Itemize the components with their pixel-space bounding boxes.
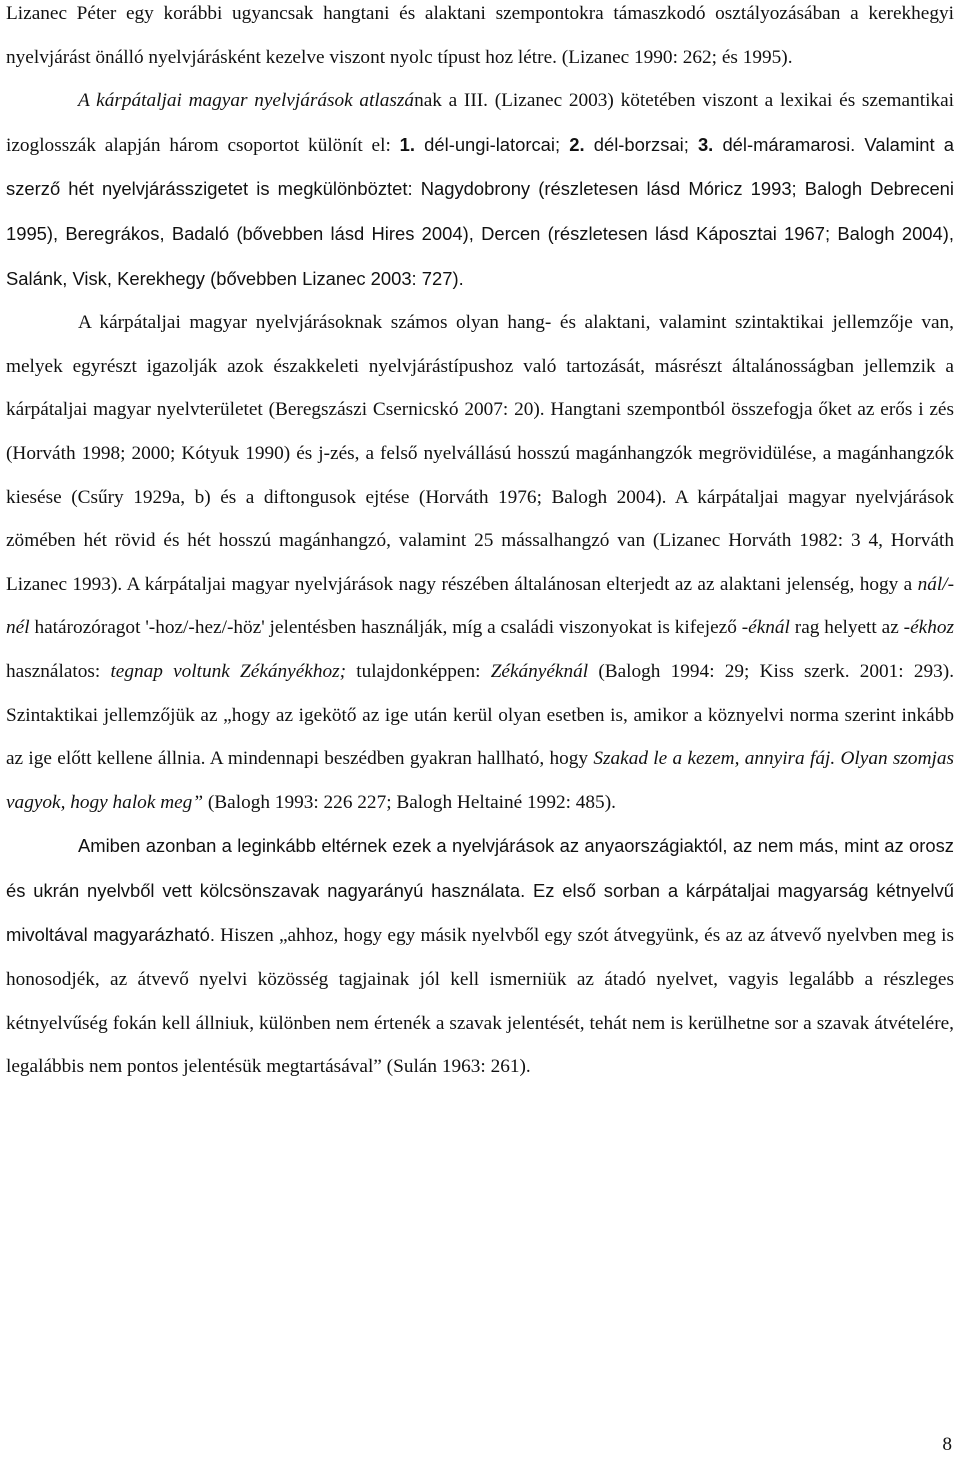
text-run: dél-ungi-latorcai;	[415, 133, 570, 155]
bold-group-number: 3.	[697, 133, 714, 155]
text-run: Lizanec Péter egy korábbi ugyancsak hangtani és alaktani szempontokra támaszkodó osztályozásában a kerekhegyi nyelvjárást önálló nyelvjárásként kezelve viszont nyolc típust hoz létre. (Lizanec 1990: 262; és 1995).	[6, 3, 954, 68]
page-number: 8	[942, 1434, 952, 1455]
text-run: dél-máramarosi. Valamint a szerző hét nyelvjárásszigetet is megkülönböztet: Nagydobrony (részletesen lásd Móricz 1993; Balogh Debreceni 1995), Beregrákos, Badaló (bővebben lásd Hires 2004), Dercen (részletesen lásd Káposztai 1967; Balogh 2004), Salánk, Visk, Kerekhegy (bővebben Lizanec 2003: 727).	[6, 133, 954, 289]
italic-example: tegnap voltunk Zékányékhoz;	[110, 660, 347, 682]
text-run: (Balogh 1993: 226 227; Balogh Heltainé 1992: 485).	[203, 791, 616, 813]
text-run: Amiben azonban a leginkább eltérnek ezek a nyelvjárások az anyaországiaktól, az nem más, mint az orosz és ukrán nyelvből vett kölcsönszavak nagyarányú használata. Ez első sorban a kárpátaljai magyarság kétnyelvű mivoltával magyarázható.	[6, 835, 954, 946]
italic-example: -ékhoz	[903, 617, 954, 639]
italic-example: Zékányéknál	[490, 660, 589, 682]
text-run: rag helyett az	[789, 617, 904, 639]
bold-group-number: 1.	[399, 133, 416, 155]
text-run: használatos:	[6, 660, 111, 682]
text-run: dél-borzsai;	[584, 133, 698, 155]
text-run: A kárpátaljai magyar nyelvjárásoknak számos olyan hang- és alaktani, valamint szintaktikai jellemzője van, melyek egyrészt igazolják azok északkeleti nyelvjárástípushoz való tartozását, másrészt általánosságban jellemzik a kárpátaljai magyar nyelvterületet (Beregszászi Csernicskó 2007: 20). Hangtani szempontból összefogja őket az erős i zés (Horváth 1998; 2000; Kótyuk 1990) és j-zés, a felső nyelvállású hosszú magánhangzók megrövidülése, a magánhangzók kiesése (Csűry 1929a, b) és a diftongusok ejtése (Horváth 1976; Balogh 2004). A kárpátaljai magyar nyelvjárások zömében hét rövid és hét hosszú magánhangzó, valamint 25 mássalhangzó van (Lizanec Horváth 1982: 3 4, Horváth Lizanec 1993). A kárpátaljai magyar nyelvjárások nagy részében általánosan elterjedt az az alaktani jelenség, hogy a	[6, 312, 954, 595]
text-run: nak a III. (Lizanec 2003) kötetében viszont a lexikai és szemantikai izoglosszák alapján három csoportot különít el:	[6, 90, 954, 156]
italic-example: Szakad le a kezem, annyira fáj. Olyan szomjas vagyok, hogy halok meg”	[6, 748, 954, 813]
italic-example: -éknál	[741, 617, 790, 639]
text-run: határozóragot '-hoz/-hez/-höz' jelentésben használják, míg a családi viszonyokat is kifejező	[29, 617, 742, 639]
bold-group-number: 2.	[569, 133, 585, 155]
paragraph-dialect-features	[6, 301, 954, 824]
text-run: tulajdonképpen:	[346, 660, 491, 682]
italic-example: nál/-nél	[6, 573, 954, 639]
paragraph-loanwords	[6, 824, 954, 1089]
text-run: (Balogh 1994: 29; Kiss szerk. 2001: 293). Szintaktikai jellemzőjük az „hogy az igekötő az ige után kerül olyan esetben is, amikor a köznyelvi norma szerint inkább az ige előtt kellene állnia. A mindennapi beszédben gyakran hallható, hogy	[6, 660, 955, 770]
paragraph-dialect-classification	[6, 0, 954, 301]
italic-atlas-title: A kárpátaljai magyar nyelvjárások atlaszá	[78, 90, 415, 112]
text-run: Hiszen „ahhoz, hogy egy másik nyelvből egy szót átvegyünk, és az az átvevő nyelvben meg is honosodjék, az átvevő nyelvi közösség tagjainak jól kell ismerniük az átadó nyelvet, vagyis legalább a részleges kétnyelvűség fokán kell állniuk, különben nem értenék a szavak jelentését, tehát nem is kerülhetne sor a szavak átvételére, legalábbis nem pontos jelentésük megtartásával” (Sulán 1963: 261).	[6, 925, 954, 1078]
